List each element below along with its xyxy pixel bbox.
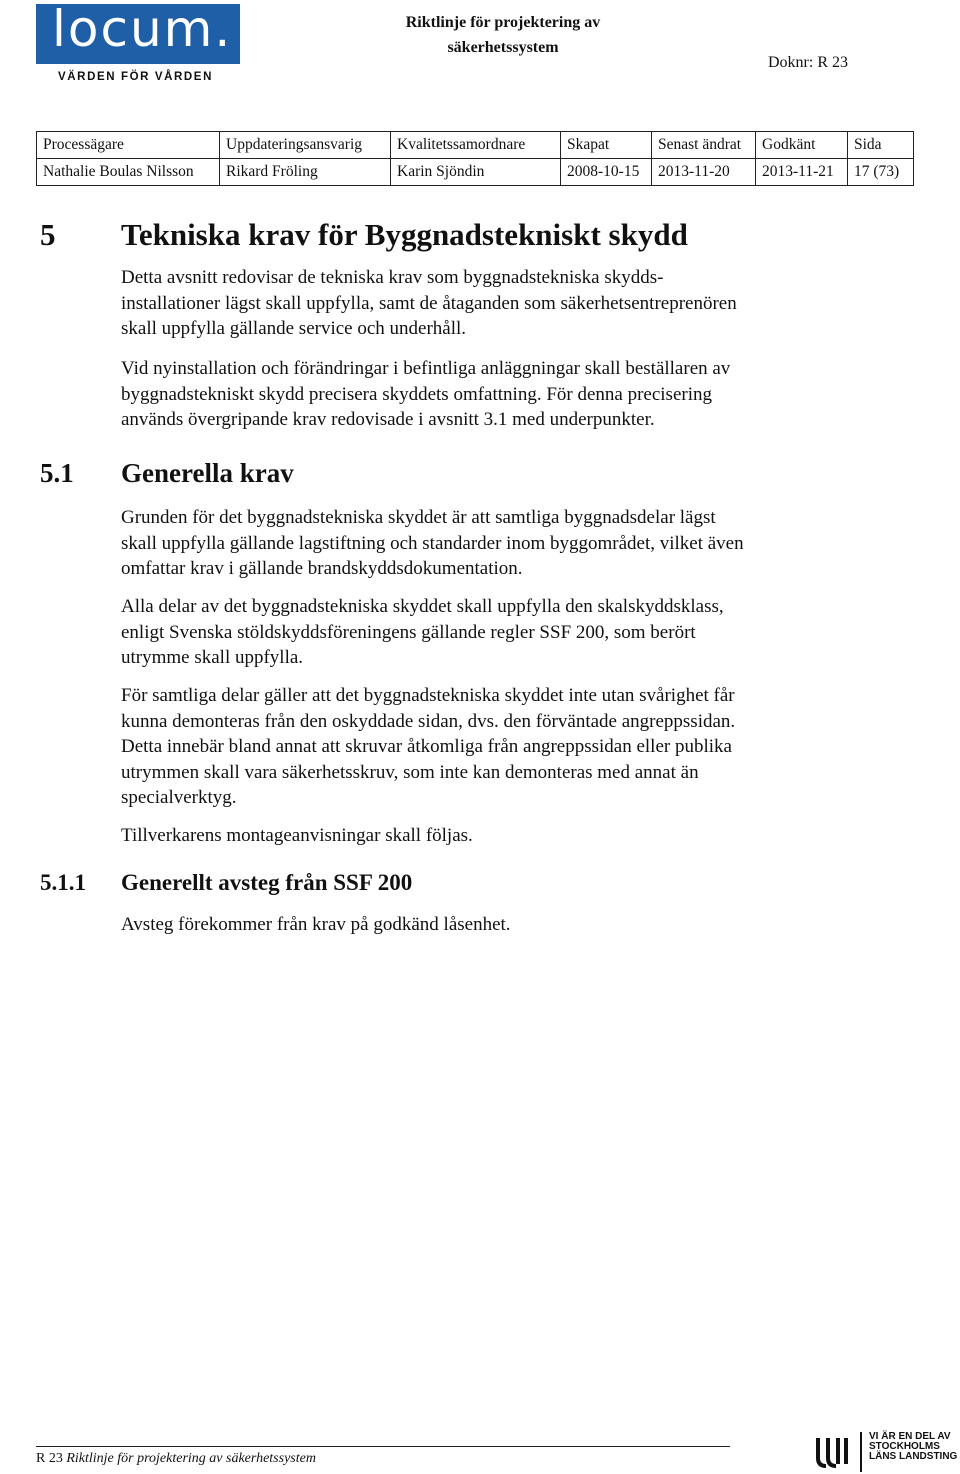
text-line: Grunden för det byggnadstekniska skyddet är att samtliga byggnadsdelar lägst	[121, 507, 716, 528]
text-line: Detta innebär bland annat att skruvar åtkomliga från angreppssidan eller publika	[121, 736, 732, 757]
meta-header-cell: Senast ändrat	[652, 132, 756, 159]
text-line: utrymme skall uppfylla.	[121, 647, 304, 668]
document-title-line2: säkerhetssystem	[447, 39, 559, 56]
sll-line: LÄNS LANDSTING	[869, 1451, 958, 1462]
meta-header-row	[37, 132, 914, 159]
section-heading-5-1-1	[40, 870, 412, 896]
sll-wordmark	[869, 1432, 957, 1462]
document-title-line1: Riktlinje för projektering av	[405, 14, 601, 31]
meta-value-cell: 2013-11-20	[652, 159, 756, 186]
text-line: Alla delar av det byggnadstekniska skyddet skall uppfylla den skalskyddsklass,	[121, 596, 724, 617]
locum-logo	[36, 0, 240, 64]
text-line: skall uppfylla gällande lagstiftning och standarder inom byggområdet, vilket även	[121, 532, 744, 554]
section-5-paragraph-2	[121, 356, 861, 433]
section-title: Tekniska krav för Byggnadstekniskt skydd	[121, 217, 688, 252]
meta-header-cell: Sida	[848, 132, 914, 159]
text-line: byggnadstekniskt skydd precisera skyddets omfattning. För denna precisering	[121, 383, 712, 405]
meta-header-cell: Processägare	[37, 132, 220, 159]
meta-value-cell: Rikard Fröling	[220, 159, 391, 186]
text-line: Avsteg förekommer från krav på godkänd låsenhet.	[121, 914, 511, 935]
document-meta-table	[36, 131, 914, 186]
section-5-paragraph-1	[121, 265, 861, 342]
text-line: specialverktyg.	[121, 787, 237, 808]
sll-line: VI ÄR EN DEL AV	[869, 1431, 951, 1442]
meta-value-cell: 17 (73)	[848, 159, 914, 186]
section-5-1-paragraph-2	[121, 594, 861, 671]
section-heading-5-1	[40, 458, 294, 489]
text-line: kunna demonteras från den oskyddade sidan, dvs. den förväntade angreppssidan.	[121, 710, 736, 732]
document-title	[380, 10, 626, 60]
document-number: Doknr: R 23	[768, 54, 848, 71]
meta-header-cell: Skapat	[561, 132, 652, 159]
footer-doc-name: Riktlinje för projektering av säkerhetssystem	[66, 1451, 316, 1466]
text-line: Tillverkarens montageanvisningar skall följas.	[121, 825, 473, 846]
section-5-1-paragraph-3	[121, 683, 861, 811]
sll-line: STOCKHOLMS	[869, 1441, 940, 1452]
text-line: skall uppfylla gällande service och underhåll.	[121, 318, 467, 339]
text-line: Vid nyinstallation och förändringar i befintliga anläggningar skall beställaren av	[121, 358, 731, 379]
meta-value-cell: 2013-11-21	[756, 159, 848, 186]
section-heading-5	[40, 217, 688, 253]
section-title: Generella krav	[121, 458, 294, 488]
sll-logo	[812, 1430, 960, 1472]
text-line: enligt Svenska stöldskyddsföreningens gällande regler SSF 200, som berört	[121, 621, 696, 643]
meta-value-cell: Karin Sjöndin	[391, 159, 561, 186]
text-line: installationer lägst skall uppfylla, samt de åtaganden som säkerhetsentreprenören	[121, 292, 737, 314]
section-5-1-1-paragraph-1	[121, 912, 861, 938]
text-line: För samtliga delar gäller att det byggnadstekniska skyddet inte utan svårighet får	[121, 685, 735, 706]
section-number: 5.1.1	[40, 870, 86, 895]
meta-value-row	[37, 159, 914, 186]
text-line: används övergripande krav redovisade i avsnitt 3.1 med underpunkter.	[121, 409, 655, 430]
section-number: 5	[40, 217, 56, 252]
text-line: utrymmen skall vara säkerhetsskruv, som inte kan demonteras med annat än	[121, 761, 699, 783]
section-5-1-paragraph-1	[121, 505, 861, 582]
meta-value-cell: Nathalie Boulas Nilsson	[37, 159, 220, 186]
meta-value-cell: 2008-10-15	[561, 159, 652, 186]
section-5-1-paragraph-4	[121, 823, 861, 849]
text-line: Detta avsnitt redovisar de tekniska krav som byggnadstekniska skydds-	[121, 267, 664, 288]
footer-doc-ref: R 23	[36, 1451, 63, 1466]
meta-header-cell: Uppdateringsansvarig	[220, 132, 391, 159]
footer-divider	[36, 1446, 730, 1447]
meta-header-cell: Kvalitetssamordnare	[391, 132, 561, 159]
section-title: Generellt avsteg från SSF 200	[121, 870, 413, 895]
sll-divider	[860, 1432, 862, 1472]
footer-document-reference	[36, 1451, 316, 1467]
sll-mark-icon	[812, 1436, 852, 1468]
meta-header-cell: Godkänt	[756, 132, 848, 159]
logo-wordmark: locum.	[52, 0, 233, 58]
section-number: 5.1	[40, 458, 74, 488]
text-line: omfattar krav i gällande brandskyddsdokumentation.	[121, 558, 523, 579]
logo-tagline: VÄRDEN FÖR VÅRDEN	[58, 71, 213, 83]
